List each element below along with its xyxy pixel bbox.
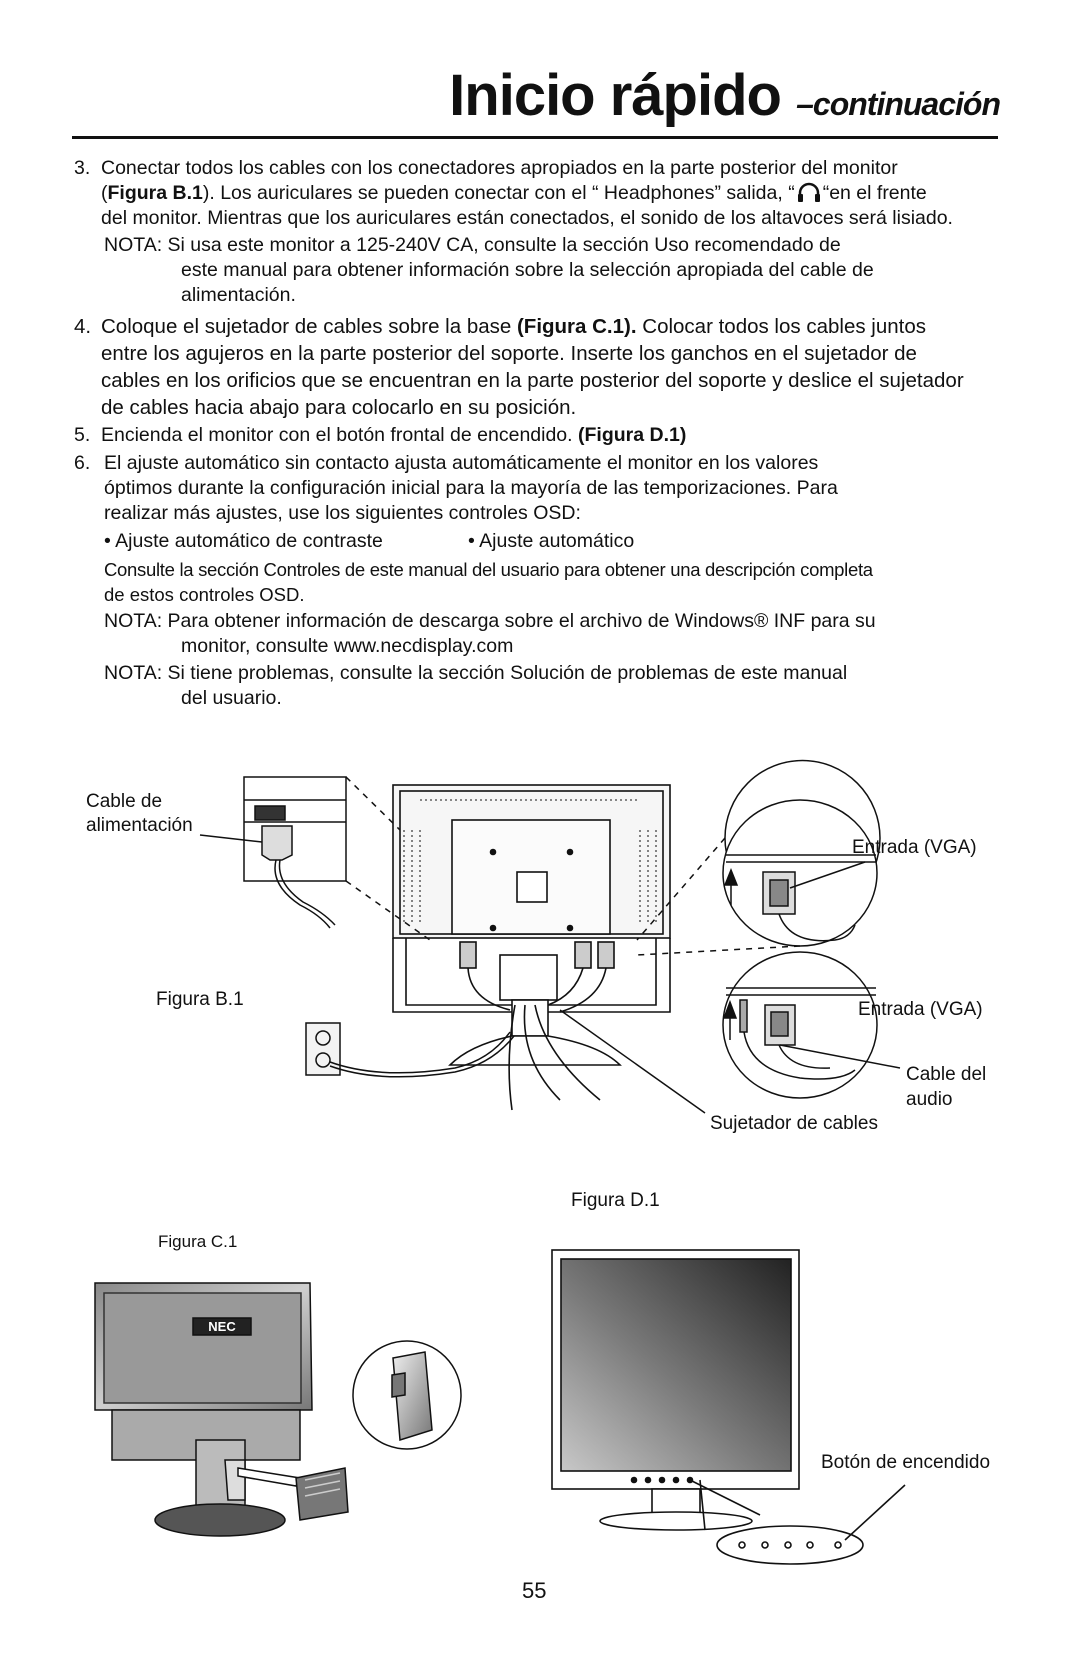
- note-3-line-1: NOTA: Si tiene problemas, consulte la sección Solución de problemas de este manual: [104, 662, 848, 684]
- note-1-line-3: alimentación.: [181, 284, 296, 306]
- label-power-cable-2: alimentación: [86, 815, 193, 836]
- figure-ref-b1: Figura B.1: [107, 182, 203, 204]
- consult-line-2: de estos controles OSD.: [104, 584, 305, 605]
- note-1-line-1: NOTA: Si usa este monitor a 125-240V CA, consulte la sección Uso recomendado de: [104, 234, 841, 256]
- step-6-line-1: El ajuste automático sin contacto ajusta automáticamente el monitor en los valores: [104, 452, 819, 474]
- page-number: 55: [522, 1578, 547, 1603]
- step-6-number: 6.: [74, 452, 91, 474]
- note-3-line-2: del usuario.: [181, 687, 282, 709]
- step-3-line-3: del monitor. Mientras que los auriculares están conectados, el sonido de los altavoces será lisiado.: [101, 207, 953, 229]
- bullet-auto-contrast: • Ajuste automático de contraste: [104, 530, 383, 552]
- label-vga-input-1: Entrada (VGA): [852, 837, 977, 858]
- nec-logo: NEC: [208, 1319, 236, 1334]
- label-power-cable-1: Cable de: [86, 791, 163, 812]
- title-continuation: –continuación: [796, 86, 1000, 122]
- figure-ref-d1: (Figura D.1): [578, 424, 687, 446]
- step-4-line-1: Coloque el sujetador de cables sobre la base (Figura C.1). Colocar todos los cables juntos: [101, 315, 926, 338]
- step-4-line-4: de cables hacia abajo para colocarlo en su posición.: [101, 396, 577, 419]
- step-3-line-2: (Figura B.1). Los auriculares se pueden conectar con el “ Headphones” salida, “ “en el frente: [101, 182, 927, 204]
- label-figure-c1: Figura C.1: [158, 1232, 238, 1251]
- step-4-number: 4.: [74, 315, 92, 338]
- label-figure-b1: Figura B.1: [156, 989, 244, 1010]
- title-main: Inicio rápido: [449, 63, 781, 128]
- vga-inset-1: [637, 761, 880, 956]
- label-cable-holder: Sujetador de cables: [710, 1113, 878, 1134]
- step-4-line-2: entre los agujeros en la parte posterior del soporte. Inserte los ganchos en el sujetador de: [101, 342, 917, 365]
- step-4-line-3: cables en los orificios que se encuentran en la parte posterior del soporte y deslice el sujetador: [101, 369, 964, 392]
- label-audio-cable-1: Cable del: [906, 1064, 987, 1085]
- bullet-auto-adjust: • Ajuste automático: [468, 530, 635, 552]
- step-3-line-1: Conectar todos los cables con los conectadores apropiados en la parte posterior del monitor: [101, 157, 898, 179]
- figure-ref-c1: (Figura C.1).: [516, 315, 637, 338]
- label-audio-cable-2: audio: [906, 1089, 953, 1110]
- figure-d1-monitor-front: [552, 1250, 905, 1564]
- step-5-line-1: Encienda el monitor con el botón frontal de encendido. (Figura D.1): [101, 424, 687, 446]
- label-vga-input-2: Entrada (VGA): [858, 999, 983, 1020]
- note-1-line-2: este manual para obtener información sobre la selección apropiada del cable de: [181, 259, 874, 281]
- note-2-line-2: monitor, consulte www.necdisplay.com: [181, 635, 514, 657]
- label-power-button: Botón de encendido: [821, 1452, 991, 1473]
- label-figure-d1: Figura D.1: [571, 1190, 660, 1211]
- step-6-line-2: óptimos durante la configuración inicial para la mayoría de las temporizaciones. Para: [104, 477, 838, 499]
- step-6-line-3: realizar más ajustes, use los siguientes controles OSD:: [104, 502, 581, 524]
- figure-c1-illustration: [95, 1283, 461, 1536]
- step-3-number: 3.: [74, 157, 91, 179]
- note-2-line-1: NOTA: Para obtener información de descarga sobre el archivo de Windows® INF para su: [104, 610, 876, 632]
- figure-b1-monitor-rear: [393, 785, 670, 1110]
- consult-line-1: Consulte la sección Controles de este manual del usuario para obtener una descripción completa: [104, 559, 873, 580]
- step-5-number: 5.: [74, 424, 91, 446]
- vga-inset-2: [560, 952, 900, 1113]
